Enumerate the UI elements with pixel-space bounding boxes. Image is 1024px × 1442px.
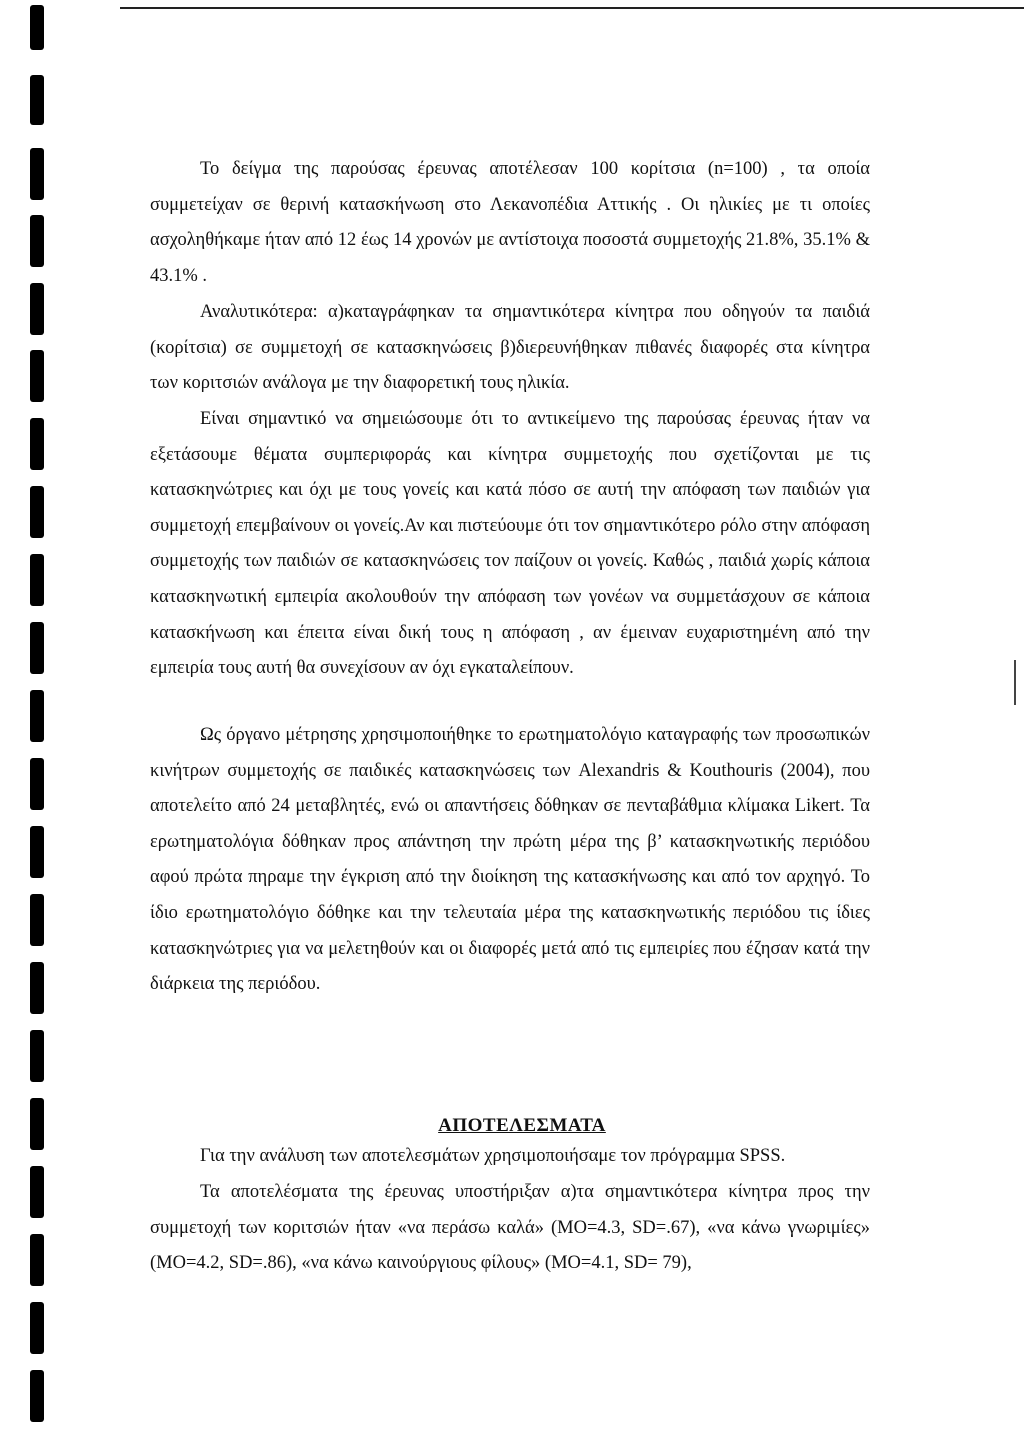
binding-mark <box>30 418 44 470</box>
binding-mark <box>30 148 44 200</box>
top-border-line <box>120 7 1024 9</box>
binding-mark <box>30 75 44 125</box>
binding-mark <box>30 283 44 335</box>
paragraph-spss: Για την ανάλυση των αποτελεσμάτων χρησιμοποιήσαμε τον πρόγραμμα SPSS. <box>200 1146 786 1166</box>
binding-mark <box>30 1166 44 1218</box>
binding-mark <box>30 1234 44 1286</box>
binding-mark <box>30 894 44 946</box>
paragraph-objective: Είναι σημαντικό να σημειώσουμε ότι το αντικείμενο της παρούσας έρευνας ήταν να εξετάσουμε θέματα συμπεριφοράς και κίνητρα συμμετοχής που σχετίζονται με τις κατασκηνώτριες και όχι με τους γονείς και κατά πόσο σε αυτή την απόφαση των παιδιών για συμμετοχή επεμβαίνουν οι γονείς.Αν και πιστεύουμε ότι τον σημαντικότερο ρόλο στην απόφαση συμμετοχής των παιδιών σε κατασκηνώσεις τον παίζουν οι γονείς. Καθώς , παιδιά χωρίς κάποια κατασκηνωτική εμπειρία ακολουθούν την απόφαση των γονέων να συμμετάσχουν σε κάποια κατασκήνωση και έπειτα είναι δική τους η απόφαση , αν έμειναν ευχαριστημένη από την εμπειρία τους αυτή θα συνεχίσουν αν όχι εγκαταλείπουν. <box>150 409 870 679</box>
binding-mark <box>30 350 44 402</box>
paragraph-analysis: Αναλυτικότερα: α)καταγράφηκαν τα σημαντικότερα κίνητρα που οδηγούν τα παιδιά (κορίτσια) σε συμμετοχή σε κατασκηνώσεις β)διερευνήθηκαν πιθανές διαφορές στα κίνητρα των κοριτσιών ανάλογα με την διαφορετική τους ηλικία. <box>150 302 870 394</box>
binding-mark <box>30 962 44 1014</box>
results-heading: ΑΠΟΤΕΛΕΣΜΑΤΑ <box>438 1115 606 1136</box>
binding-mark <box>30 1302 44 1354</box>
binding-mark <box>30 622 44 674</box>
binding-mark <box>30 486 44 538</box>
scan-edge-mark <box>1014 660 1016 705</box>
paragraph-results: Τα αποτελέσματα της έρευνας υποστήριξαν α)τα σημαντικότερα κίνητρα προς την συμμετοχή των κοριτσιών ήταν «να περάσω καλά» (ΜΟ=4.3, SD=.67), «να κάνω γνωριμίες» (ΜΟ=4.2, SD=.86), «να κάνω καινούργιους φίλους» (ΜΟ=4.1, SD= 79), <box>150 1182 870 1274</box>
binding-mark <box>30 758 44 810</box>
binding-mark <box>30 5 44 50</box>
binding-mark <box>30 1030 44 1082</box>
binding-mark <box>30 554 44 606</box>
paragraph-instrument: Ως όργανο μέτρησης χρησιμοποιήθηκε το ερωτηματολόγιο καταγραφής των προσωπικών κινήτρων συμμετοχής σε παιδικές κατασκηνώσεις των Alexandris & Kouthouris (2004), που αποτελείτο από 24 μεταβλητές, ενώ οι απαντήσεις δόθηκαν σε πενταβάθμια κλίμακα Likert. Τα ερωτηματολόγια δόθηκαν προς απάντηση την πρώτη μέρα της β’ κατασκηνωτικής περιόδου αφού πρώτα πηραμε την έγκριση από την διοίκηση της κατασκήνωσης και από τον αρχηγό. Το ίδιο ερωτηματολόγιο δόθηκε και την τελευταία μέρα της κατασκηνωτικής περιόδου τις ίδιες κατασκηνώτριες για να μελετηθούν και οι διαφορές μετά από τις εμπειρίες που έζησαν κατά την διάρκεια της περιόδου. <box>150 725 870 995</box>
binding-mark <box>30 826 44 878</box>
binding-mark <box>30 690 44 742</box>
binding-mark <box>30 215 44 267</box>
binding-mark <box>30 1370 44 1422</box>
paragraph-sample: Το δείγμα της παρούσας έρευνας αποτέλεσαν 100 κορίτσια (n=100) , τα οποία συμμετείχαν σε θερινή κατασκήνωση στο Λεκανοπέδια Αττικής . Οι ηλικίες με τι οποίες ασχοληθήκαμε ήταν από 12 έως 14 χρονών με αντίστοιχα ποσοστά συμμετοχής 21.8%, 35.1% & 43.1% . <box>150 159 870 286</box>
